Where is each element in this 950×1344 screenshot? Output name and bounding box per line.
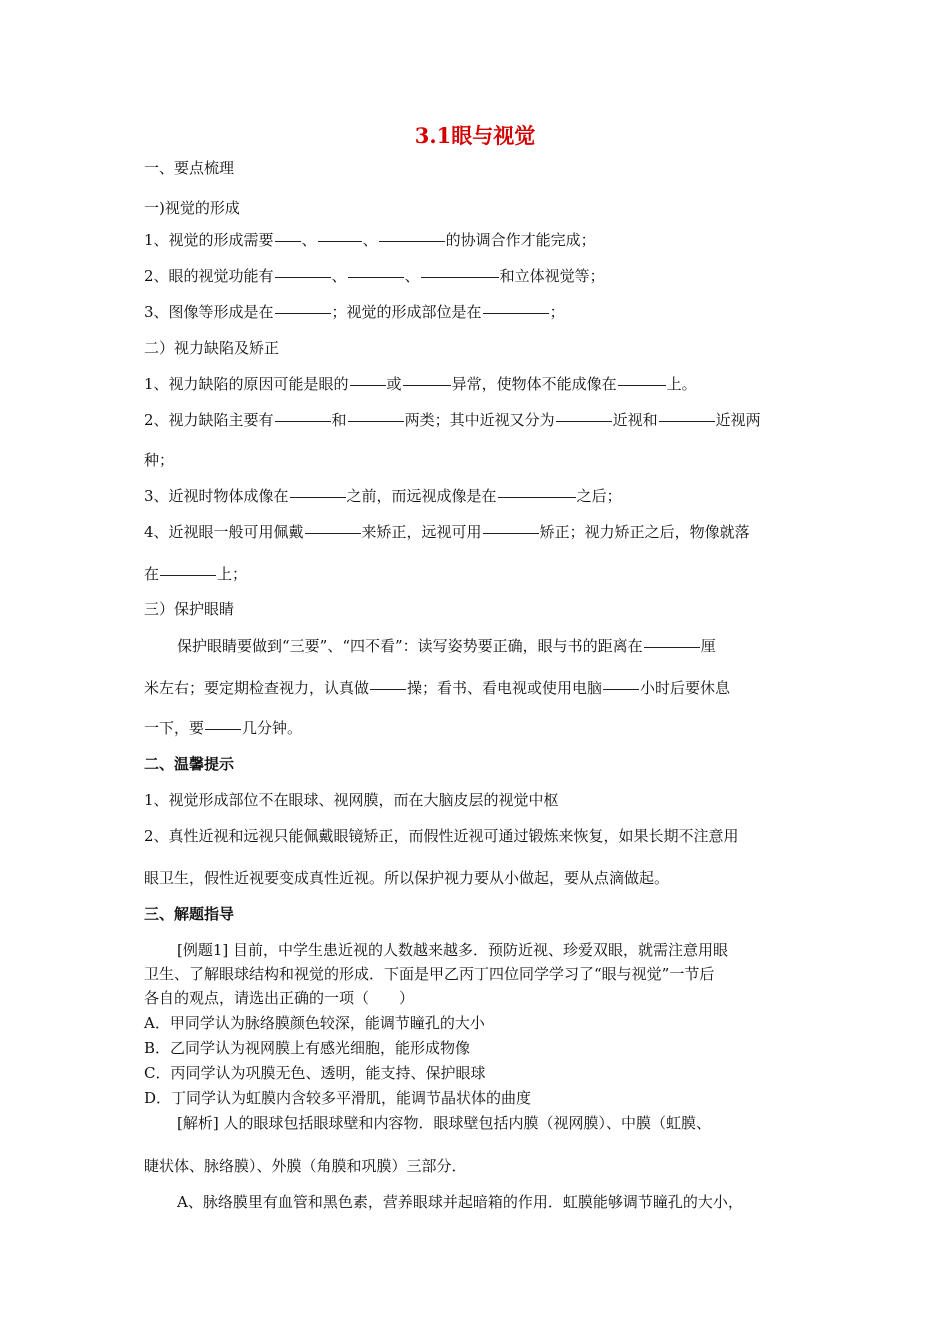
answer-blank: [644, 646, 700, 648]
document-title: 3.1眼与视觉: [414, 123, 536, 148]
answer-blank: [160, 574, 216, 576]
option-a: A．甲同学认为脉络膜颜色较深，能调节瞳孔的大小: [144, 1014, 485, 1032]
answer-blank: [603, 688, 639, 690]
example-line: 各自的观点，请选出正确的一项（ ）: [144, 989, 415, 1007]
question-line: 4、近视眼一般可用佩戴 来矫正，远视可用 矫正；视力矫正之后，物像就落: [144, 523, 750, 541]
option-c: C．丙同学认为巩膜无色、透明，能支持、保护眼球: [144, 1064, 486, 1082]
question-line: 1、视觉的形成需要 、 、 的协调合作才能完成；: [144, 231, 596, 249]
subsection-heading: 二）视力缺陷及矫正: [144, 339, 280, 357]
tip-line: 2、真性近视和远视只能佩戴眼镜矫正，而假性近视可通过锻炼来恢复，如果长期不注意用: [144, 827, 739, 845]
answer-blank: [350, 384, 386, 386]
answer-blank: [421, 276, 499, 278]
question-line: 3、图像等形成是在 ；视觉的形成部位是在 ；: [144, 303, 565, 321]
answer-blank: [483, 532, 539, 534]
option-b: B．乙同学认为视网膜上有感光细胞，能形成物像: [144, 1039, 471, 1057]
answer-blank: [618, 384, 666, 386]
answer-blank: [275, 240, 301, 242]
paragraph-line: 米左右；要定期检查视力，认真做 操；看书、看电视或使用电脑 小时后要休息: [144, 679, 731, 697]
subsection-heading: 三）保护眼睛: [144, 600, 235, 618]
answer-blank: [205, 728, 241, 730]
analysis-line: A、脉络膜里有血管和黑色素，营养眼球并起暗箱的作用．虹膜能够调节瞳孔的大小，: [177, 1193, 743, 1211]
answer-blank: [370, 688, 406, 690]
paragraph-line: 一下，要 几分钟。: [144, 719, 303, 737]
answer-blank: [483, 312, 549, 314]
question-line: 2、视力缺陷主要有 和 两类；其中近视又分为 近视和 近视两: [144, 411, 761, 429]
question-line: 种；: [144, 451, 175, 469]
answer-blank: [379, 240, 445, 242]
analysis-line: [解析] 人的眼球包括眼球壁和内容物．眼球壁包括内膜（视网膜）、中膜（虹膜、: [177, 1114, 711, 1132]
answer-blank: [348, 276, 404, 278]
question-line: 1、视力缺陷的原因可能是眼的 或 异常，使物体不能成像在 上。: [144, 375, 697, 393]
example-line: [例题1] 目前，中学生患近视的人数越来越多．预防近视、珍爱双眼，就需注意用眼: [177, 941, 729, 959]
question-line: 2、眼的视觉功能有 、 、 和立体视觉等；: [144, 267, 605, 285]
tip-line: 眼卫生，假性近视要变成真性近视。所以保护视力要从小做起，要从点滴做起。: [144, 869, 670, 887]
answer-blank: [275, 312, 331, 314]
section-heading: 二、温馨提示: [144, 755, 235, 773]
answer-blank: [403, 384, 451, 386]
answer-blank: [290, 496, 346, 498]
example-line: 卫生、了解眼球结构和视觉的形成．下面是甲乙丙丁四位同学学习了“眼与视觉”一节后: [144, 965, 715, 983]
option-d: D．丁同学认为虹膜内含较多平滑肌，能调节晶状体的曲度: [144, 1089, 532, 1107]
answer-blank: [275, 276, 331, 278]
subsection-heading: 一)视觉的形成: [144, 199, 240, 217]
section-heading: 三、解题指导: [144, 905, 235, 923]
answer-blank: [659, 420, 715, 422]
answer-blank: [275, 420, 331, 422]
answer-blank: [556, 420, 612, 422]
answer-blank: [498, 496, 576, 498]
answer-blank: [348, 420, 404, 422]
question-line: 3、近视时物体成像在 之前，而远视成像是在 之后；: [144, 487, 622, 505]
tip-line: 1、视觉形成部位不在眼球、视网膜，而在大脑皮层的视觉中枢: [144, 791, 559, 809]
analysis-line: 睫状体、脉络膜）、外膜（角膜和巩膜）三部分．: [144, 1157, 467, 1175]
section-heading: 一、要点梳理: [144, 159, 235, 177]
answer-blank: [318, 240, 362, 242]
answer-blank: [305, 532, 361, 534]
paragraph-line: 保护眼睛要做到“三要”、“四不看”：读写姿势要正确，眼与书的距离在 厘: [177, 637, 716, 655]
question-line: 在 上；: [144, 565, 248, 583]
